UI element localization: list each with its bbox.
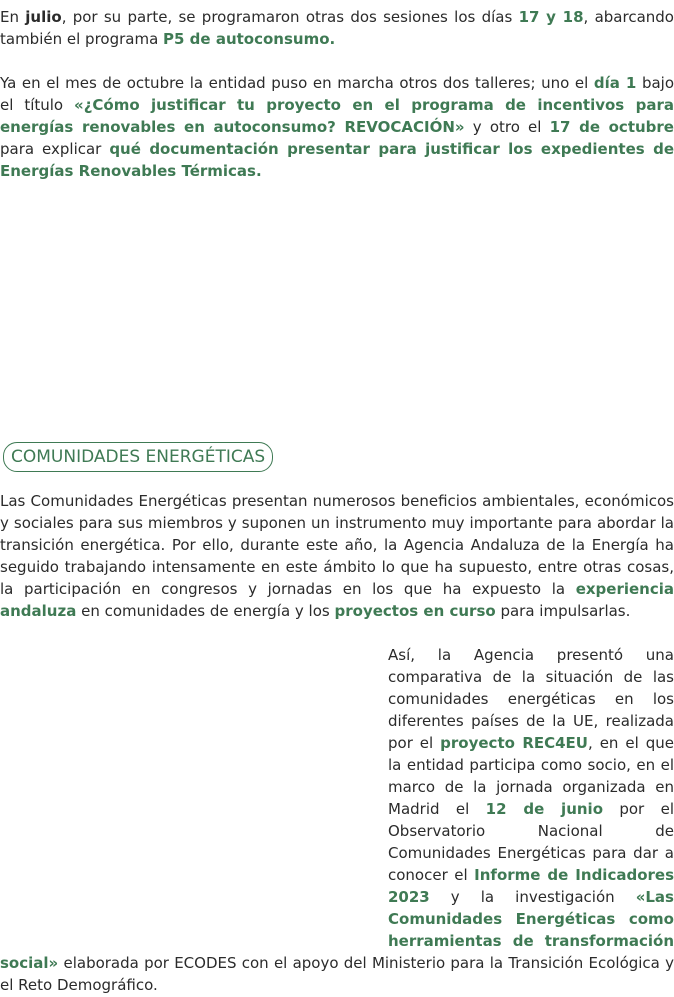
highlight-text: P5 de autoconsumo. [163, 30, 336, 48]
text: y la investigación [429, 888, 636, 906]
text: En [0, 8, 26, 26]
text: en comunidades de energía y los [76, 602, 335, 620]
text: , por su parte, se programaron otras dos sesiones los días [61, 8, 519, 26]
highlight-text: 12 de junio [485, 800, 603, 818]
text: para explicar [0, 140, 110, 158]
text: Las Comunidades Energéticas presentan numerosos beneficios ambientales, económicos y sociales para sus miembros y suponen un instrumento muy importante para abordar la transición energética. Por ello, durante este año, la Agencia Andaluza de la Energía ha seguido trabajando intensamente en este ámbito lo que ha supuesto, entre otras cosas, la participación en congresos y jornadas en los que ha expuesto la [0, 492, 674, 598]
highlight-text: 17 y 18 [518, 8, 584, 26]
text: Ya en el mes de octubre la entidad puso en marcha otros dos talleres; uno el [0, 74, 594, 92]
text: bajo el título [0, 74, 674, 114]
text: , en el que la entidad participa como socio, en el marco de la jornada organizada en Madrid el [388, 734, 674, 818]
text: por el Observatorio Nacional de Comunidades Energéticas para dar a conocer el [388, 800, 674, 884]
text: , abarcando también el programa [0, 8, 674, 48]
highlight-text: Informe de Indicadores 2023 [388, 866, 674, 906]
highlight-text: qué documentación presentar para justificar los expedientes de Energías Renovables Térmicas. [0, 140, 674, 180]
highlight-text: experiencia andaluza [0, 580, 674, 620]
highlight-text: 17 de octubre [549, 118, 674, 136]
highlight-text: «Las Comunidades Energéticas como herramientas de transformación social» [0, 888, 674, 972]
paragraph-october-workshops [0, 72, 674, 182]
text: para impulsarlas. [495, 602, 631, 620]
text: elaborada por ECODES con el apoyo del Ministerio para la Transición Ecológica y el Reto Demográfico. [0, 954, 674, 994]
paragraph-energy-communities [0, 490, 674, 622]
highlight-text: «¿Cómo justificar tu proyecto en el programa de incentivos para energías renovables en autoconsumo? REVOCACIÓN» [0, 96, 674, 136]
bold-text: julio [25, 8, 62, 26]
rec4eu-section [0, 644, 674, 996]
paragraph-july-sessions [0, 6, 674, 50]
image-placeholder [0, 644, 388, 952]
section-badge: COMUNIDADES ENERGÉTICAS [3, 442, 273, 472]
highlight-text: proyecto REC4EU [440, 734, 588, 752]
text: y otro el [464, 118, 550, 136]
highlight-text: proyectos en curso [334, 602, 496, 620]
text: Así, la Agencia presentó una comparativa de la situación de las comunidades energéticas en los diferentes países de la UE, realizada por el [388, 646, 674, 752]
highlight-text: día 1 [593, 74, 637, 92]
